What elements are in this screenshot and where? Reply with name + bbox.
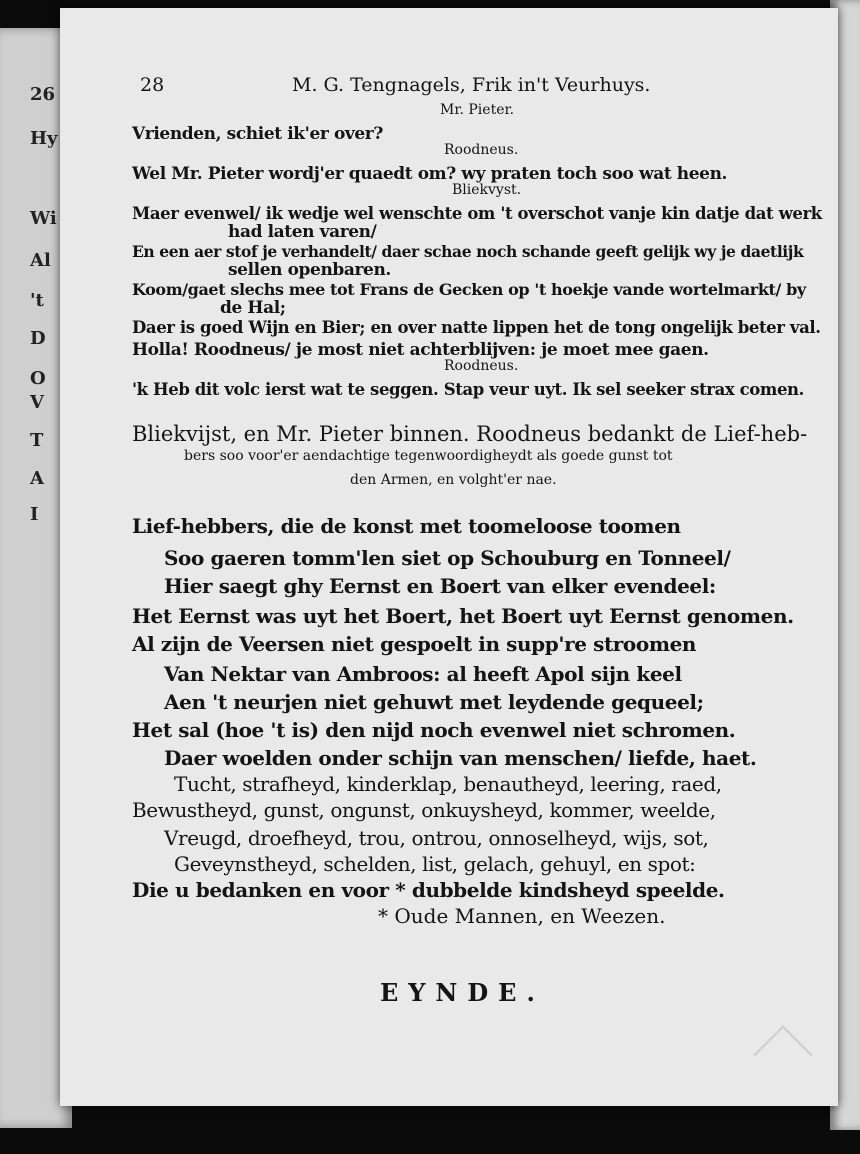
verse-line: Het sal (hoe 't is) den nijd noch evenwel niet schromen. xyxy=(132,718,736,742)
verse-line: Van Nektar van Ambroos: al heeft Apol sijn keel xyxy=(164,662,682,686)
left-page-fragment: T xyxy=(30,430,44,451)
book-page xyxy=(60,8,838,1106)
verse-line: Al zijn de Veersen niet gespoelt in supp're stroomen xyxy=(132,632,697,656)
verse-line: Die u bedanken en voor * dubbelde kindsheyd speelde. xyxy=(132,878,725,902)
verse-line: Hier saegt ghy Eernst en Boert van elker evendeel: xyxy=(164,574,716,598)
verse-line: Vreugd, droefheyd, trou, ontrou, onnoselheyd, wijs, sot, xyxy=(164,826,709,850)
speaker-name: Mr. Pieter. xyxy=(440,102,515,118)
verse-line: Tucht, strafheyd, kinderklap, benautheyd, leering, raed, xyxy=(174,772,722,796)
verse-line: Bewustheyd, gunst, ongunst, onkuysheyd, kommer, weelde, xyxy=(132,798,716,822)
stage-direction: bers soo voor'er aendachtige tegenwoordigheydt als goede gunst tot xyxy=(184,448,673,464)
verse-line: Daer woelden onder schijn van menschen/ liefde, haet. xyxy=(164,746,757,770)
left-page-fragment: Al xyxy=(30,250,51,271)
text-line: Vrienden, schiet ik'er over? xyxy=(132,124,383,144)
footnote: * Oude Mannen, en Weezen. xyxy=(378,904,666,928)
text-line: En een aer stof je verhandelt/ daer schae noch schande geeft gelijk wy je daetlijk xyxy=(132,242,804,261)
page-corner-mark xyxy=(753,1025,812,1084)
verse-line: Lief-hebbers, die de konst met toomeloose toomen xyxy=(132,514,681,538)
verse-line: Aen 't neurjen niet gehuwt met leydende gequeel; xyxy=(164,690,704,714)
speaker-name: Roodneus. xyxy=(444,358,519,374)
left-page-fragment: O xyxy=(30,368,46,389)
text-line: had laten varen/ xyxy=(228,222,377,242)
text-line: Maer evenwel/ ik wedje wel wenschte om 't overschot vanje kin datje dat werk xyxy=(132,204,822,223)
running-title: M. G. Tengnagels, Frik in't Veurhuys. xyxy=(292,74,651,96)
left-page-fragment: Wi xyxy=(30,208,57,229)
page-number: 28 xyxy=(140,74,165,96)
text-line: sellen openbaren. xyxy=(228,260,391,280)
speaker-name: Bliekvyst. xyxy=(452,182,522,198)
stage-direction: den Armen, en volght'er nae. xyxy=(350,472,557,488)
left-page-fragment: D xyxy=(30,328,46,349)
text-line: de Hal; xyxy=(220,298,286,318)
text-line: Wel Mr. Pieter wordj'er quaedt om? wy praten toch soo wat heen. xyxy=(132,164,728,184)
text-line: Daer is goed Wijn en Bier; en over natte lippen het de tong ongelijk beter val. xyxy=(132,318,821,337)
speaker-name: Roodneus. xyxy=(444,142,519,158)
text-line: Holla! Roodneus/ je most niet achterblijven: je moet mee gaen. xyxy=(132,340,709,360)
left-page-fragment: 't xyxy=(30,290,44,311)
text-line: Koom/gaet slechs mee tot Frans de Gecken op 't hoekje vande wortelmarkt/ by xyxy=(132,280,806,299)
verse-line: Soo gaeren tomm'len siet op Schouburg en Tonneel/ xyxy=(164,546,731,570)
left-page-fragment: I xyxy=(30,504,39,525)
text-line: 'k Heb dit volc ierst wat te seggen. Stap veur uyt. Ik sel seeker strax comen. xyxy=(132,380,805,399)
verse-line: Het Eernst was uyt het Boert, het Boert uyt Eernst genomen. xyxy=(132,604,794,628)
left-page-fragment: Hy xyxy=(30,128,58,149)
left-page-fragment: 26 xyxy=(30,84,56,105)
stage-direction: Bliekvijst, en Mr. Pieter binnen. Roodneus bedankt de Lief-heb- xyxy=(132,422,808,446)
left-page-fragment: A xyxy=(30,468,44,489)
left-page-fragment: V xyxy=(30,392,44,413)
verse-line: Geveynstheyd, schelden, list, gelach, gehuyl, en spot: xyxy=(174,852,696,876)
ende-ornament: EYNDE. xyxy=(380,978,545,1007)
